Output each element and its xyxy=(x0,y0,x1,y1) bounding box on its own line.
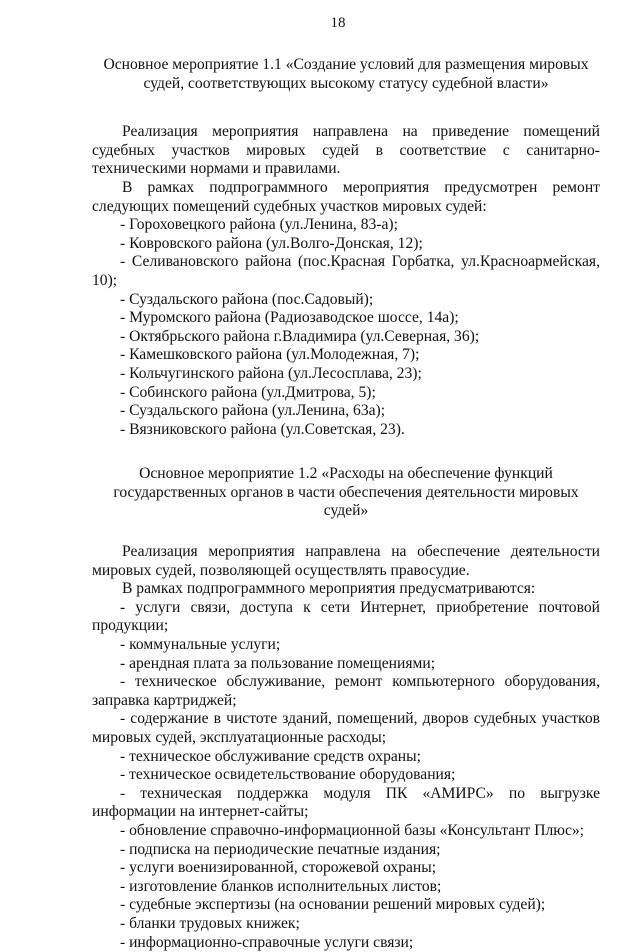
list-item: - подписка на периодические печатные издания; xyxy=(120,840,441,858)
list-item: - Ковровского района (ул.Волго-Донская, 12); xyxy=(120,234,423,252)
section1-paragraph-1: Реализация мероприятия направлена на приведение помещений судебных участков мировых судей в соответствие с санитарно-техническими нормами и правилами. xyxy=(92,123,600,178)
section2-heading xyxy=(92,465,600,521)
list-item: - Селивановского района (пос.Красная Горбатка, ул.Красноармейская, 10); xyxy=(92,253,600,289)
section2-heading-line2: государственных органов в части обеспечения деятельности мировых судей» xyxy=(113,483,579,520)
list-item: - техническое обслуживание средств охраны; xyxy=(120,747,421,765)
list-item: - бланки трудовых книжек; xyxy=(120,914,300,932)
list-item: - Октябрьского района г.Владимира (ул.Северная, 36); xyxy=(120,327,480,345)
list-item: - услуги связи, доступа к сети Интернет, приобретение почтовой продукции; xyxy=(92,598,600,635)
list-item: - содержание в чистоте зданий, помещений, дворов судебных участков мировых судей, эксплуатационные расходы; xyxy=(92,710,600,746)
section1-list xyxy=(92,216,600,439)
page-number: 18 xyxy=(330,15,346,31)
list-item: - судебные экспертизы (на основании решений мировых судей); xyxy=(120,896,546,914)
list-item: - информационно-справочные услуги связи; xyxy=(120,933,414,951)
list-item: - техническая поддержка модуля ПК «АМИРС» по выгрузке информации на интернет-сайты; xyxy=(92,784,600,821)
list-item: - Камешковского района (ул.Молодежная, 7); xyxy=(120,346,420,364)
list-item: - техническое освидетельствование оборудования; xyxy=(120,766,456,784)
section1-heading xyxy=(92,56,600,93)
list-item: - обновление справочно-информационной базы «Консультант Плюс»; xyxy=(120,821,585,839)
section1-paragraph-2: В рамках подпрограммного мероприятия предусмотрен ремонт следующих помещений судебных участков мировых судей: xyxy=(92,178,600,215)
list-item: - Кольчугинского района (ул.Лесосплава, 23); xyxy=(120,364,422,382)
section2-heading-line1: Основное мероприятие 1.2 «Расходы на обеспечение функций xyxy=(139,465,553,483)
document-body xyxy=(92,56,600,952)
list-item: - Гороховецкого района (ул.Ленина, 83-а); xyxy=(120,216,398,234)
list-item: - Муромского района (Радиозаводское шоссе, 14а); xyxy=(120,309,459,327)
list-item: - коммунальные услуги; xyxy=(120,636,281,654)
list-item: - изготовление бланков исполнительных листов; xyxy=(120,877,442,895)
section2-paragraph-2: В рамках подпрограммного мероприятия предусматриваются: xyxy=(122,580,536,598)
section1-heading-line1: Основное мероприятие 1.1 «Создание условий для размещения мировых xyxy=(103,56,589,73)
list-item: - Суздальского района (ул.Ленина, 63а); xyxy=(120,402,386,420)
list-item: - техническое обслуживание, ремонт компьютерного оборудования, заправка картриджей; xyxy=(92,673,600,709)
list-item: - услуги военизированной, сторожевой охраны; xyxy=(120,859,437,877)
section1-heading-line2: судей, соответствующих высокому статусу судебной власти» xyxy=(143,74,549,92)
list-item: - Собинского района (ул.Дмитрова, 5); xyxy=(120,383,376,401)
list-item: - Суздальского района (пос.Садовый); xyxy=(120,290,374,308)
list-item: - арендная плата за пользование помещениями; xyxy=(120,654,436,672)
section2-paragraph-1: Реализация мероприятия направлена на обеспечение деятельности мировых судей, позволяющей осуществлять правосудие. xyxy=(92,543,600,579)
section2-list xyxy=(92,599,600,952)
list-item: - Вязниковского района (ул.Советская, 23). xyxy=(120,420,405,438)
